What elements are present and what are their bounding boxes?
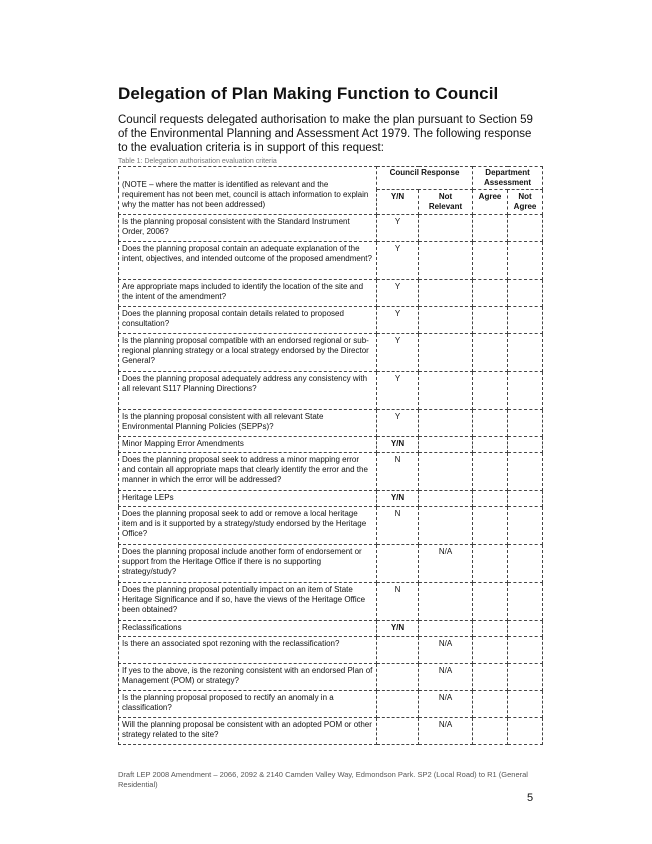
not-relevant-cell (419, 372, 473, 410)
not-agree-cell (508, 491, 543, 507)
not-agree-cell (508, 637, 543, 664)
not-agree-cell (508, 437, 543, 453)
not-relevant-cell: N/A (419, 664, 473, 691)
criteria-text: Does the planning proposal seek to add or remove a local heritage item and is it supported by a strategy/study endorsed by the Heritage Office? (119, 507, 377, 545)
yn-cell (377, 718, 419, 745)
not-agree-cell (508, 334, 543, 372)
agree-cell (473, 334, 508, 372)
criteria-text: Does the planning proposal potentially impact on an item of State Heritage Significance and if so, have the views of the Heritage Office been obtained? (119, 583, 377, 621)
table-row (119, 307, 543, 334)
not-relevant-cell (419, 334, 473, 372)
criteria-text: Does the planning proposal include another form of endorsement or support from the Heritage Office if there is no supporting strategy/study? (119, 545, 377, 583)
not-relevant-cell: N/A (419, 718, 473, 745)
not-relevant-cell (419, 242, 473, 280)
yn-cell: Y (377, 372, 419, 410)
criteria-text: Are appropriate maps included to identify the location of the site and the intent of the amendment? (119, 280, 377, 307)
not-agree-cell (508, 280, 543, 307)
not-relevant-cell: N/A (419, 637, 473, 664)
agree-cell (473, 307, 508, 334)
not-relevant-cell (419, 410, 473, 437)
table-row (119, 453, 543, 491)
yn-cell (377, 691, 419, 718)
yn-cell: Y/N (377, 437, 419, 453)
intro-paragraph: Council requests delegated authorisation to make the plan pursuant to Section 59 of the Environmental Planning and Assessment Act 1979. The following response to the evaluation criteria is in support of this request: (118, 114, 533, 154)
not-agree-cell (508, 545, 543, 583)
yn-cell: Y (377, 215, 419, 242)
table-row (119, 691, 543, 718)
criteria-text: Is the planning proposal consistent with all relevant State Environmental Planning Policies (SEPPs)? (119, 410, 377, 437)
yn-cell: Y (377, 307, 419, 334)
yn-cell: N (377, 583, 419, 621)
not-agree-cell (508, 664, 543, 691)
table-row (119, 372, 543, 410)
agree-cell (473, 491, 508, 507)
agree-cell (473, 437, 508, 453)
table-row (119, 583, 543, 621)
col-not-relevant: Not Relevant (419, 190, 473, 215)
not-agree-cell (508, 410, 543, 437)
not-agree-cell (508, 583, 543, 621)
agree-cell (473, 545, 508, 583)
agree-cell (473, 410, 508, 437)
not-agree-cell (508, 691, 543, 718)
table-note: (NOTE – where the matter is identified as relevant and the requirement has not been met, council is attach information to explain why the matter has not been addressed) (119, 167, 377, 215)
table-row (119, 215, 543, 242)
section-row (119, 621, 543, 637)
criteria-text: Is the planning proposal consistent with the Standard Instrument Order, 2006? (119, 215, 377, 242)
table-row (119, 637, 543, 664)
criteria-text: Minor Mapping Error Amendments (119, 437, 377, 453)
not-agree-cell (508, 621, 543, 637)
footer-text: Draft LEP 2008 Amendment – 2066, 2092 & 2140 Camden Valley Way, Edmondson Park. SP2 (Local Road) to R1 (General Residential) (118, 770, 528, 789)
agree-cell (473, 621, 508, 637)
agree-cell (473, 718, 508, 745)
yn-cell: Y (377, 242, 419, 280)
col-agree: Agree (473, 190, 508, 215)
not-relevant-cell: N/A (419, 545, 473, 583)
agree-cell (473, 664, 508, 691)
col-yn: Y/N (377, 190, 419, 215)
not-agree-cell (508, 453, 543, 491)
not-relevant-cell (419, 491, 473, 507)
yn-cell (377, 545, 419, 583)
yn-cell: Y (377, 280, 419, 307)
section-row (119, 491, 543, 507)
yn-cell: Y/N (377, 621, 419, 637)
group-council-response: Council Response (377, 167, 473, 190)
agree-cell (473, 583, 508, 621)
yn-cell: Y (377, 334, 419, 372)
yn-cell (377, 664, 419, 691)
criteria-text: Will the planning proposal be consistent with an adopted POM or other strategy related to the site? (119, 718, 377, 745)
yn-cell: N (377, 507, 419, 545)
criteria-text: Is there an associated spot rezoning with the reclassification? (119, 637, 377, 664)
yn-cell (377, 637, 419, 664)
criteria-text: Reclassifications (119, 621, 377, 637)
criteria-text: Does the planning proposal contain an adequate explanation of the intent, objectives, and intended outcome of the proposed amendment? (119, 242, 377, 280)
not-relevant-cell (419, 437, 473, 453)
not-relevant-cell (419, 307, 473, 334)
not-agree-cell (508, 242, 543, 280)
not-relevant-cell (419, 621, 473, 637)
page-number: 5 (527, 792, 534, 804)
not-agree-cell (508, 507, 543, 545)
table-row (119, 507, 543, 545)
table-row (119, 280, 543, 307)
agree-cell (473, 691, 508, 718)
criteria-text: Heritage LEPs (119, 491, 377, 507)
table-row (119, 242, 543, 280)
not-relevant-cell (419, 280, 473, 307)
table-row (119, 664, 543, 691)
document-title: Delegation of Plan Making Function to Council (118, 84, 499, 103)
criteria-text: Does the planning proposal adequately address any consistency with all relevant S117 Planning Directions? (119, 372, 377, 410)
not-agree-cell (508, 718, 543, 745)
evaluation-criteria-table (118, 166, 543, 745)
agree-cell (473, 372, 508, 410)
section-row (119, 437, 543, 453)
agree-cell (473, 507, 508, 545)
not-agree-cell (508, 307, 543, 334)
not-agree-cell (508, 215, 543, 242)
not-relevant-cell (419, 215, 473, 242)
criteria-text: Is the planning proposal proposed to rectify an anomaly in a classification? (119, 691, 377, 718)
not-relevant-cell (419, 453, 473, 491)
table-row (119, 718, 543, 745)
not-agree-cell (508, 372, 543, 410)
table-row (119, 410, 543, 437)
not-relevant-cell: N/A (419, 691, 473, 718)
table-header-row-1 (119, 167, 543, 190)
agree-cell (473, 242, 508, 280)
agree-cell (473, 453, 508, 491)
yn-cell: Y (377, 410, 419, 437)
yn-cell: Y/N (377, 491, 419, 507)
criteria-text: Does the planning proposal seek to address a minor mapping error and contain all appropriate maps that clearly identify the error and the manner in which the error will be addressed? (119, 453, 377, 491)
not-relevant-cell (419, 507, 473, 545)
col-not-agree: Not Agree (508, 190, 543, 215)
agree-cell (473, 280, 508, 307)
criteria-text: If yes to the above, is the rezoning consistent with an endorsed Plan of Management (POM) or strategy? (119, 664, 377, 691)
table-caption: Table 1: Delegation authorisation evaluation criteria (118, 158, 277, 165)
group-department-assessment: Department Assessment (473, 167, 543, 190)
yn-cell: N (377, 453, 419, 491)
criteria-text: Is the planning proposal compatible with an endorsed regional or sub-regional planning strategy or a local strategy endorsed by the Director General? (119, 334, 377, 372)
agree-cell (473, 215, 508, 242)
table-row (119, 545, 543, 583)
table-row (119, 334, 543, 372)
not-relevant-cell (419, 583, 473, 621)
agree-cell (473, 637, 508, 664)
criteria-text: Does the planning proposal contain details related to proposed consultation? (119, 307, 377, 334)
